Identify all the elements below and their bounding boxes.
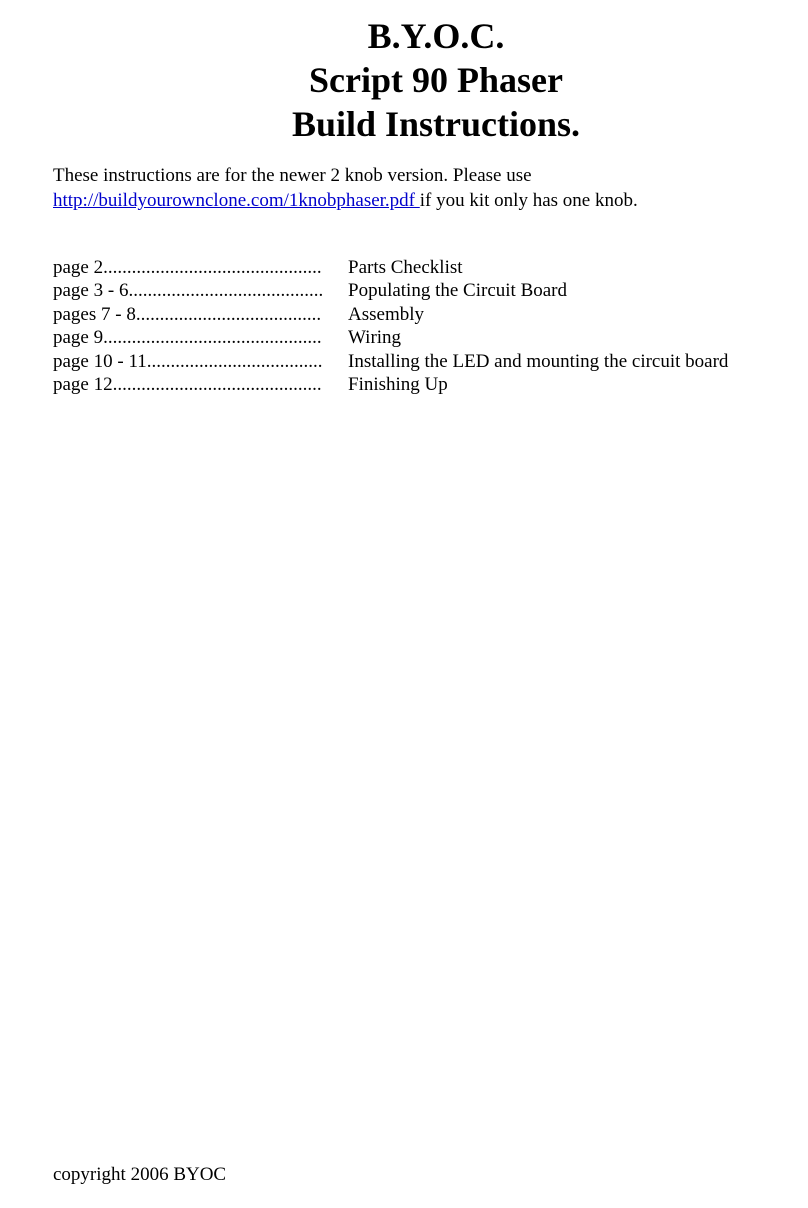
toc-page-ref: pages 7 - 8....................................... bbox=[53, 303, 322, 325]
intro-paragraph bbox=[53, 163, 793, 213]
title-line-product: Script 90 Phaser bbox=[309, 60, 563, 100]
table-of-contents bbox=[53, 256, 793, 396]
intro-text: These instructions are for the newer 2 knob version. Please use bbox=[53, 165, 532, 186]
toc-section-title: Wiring bbox=[348, 327, 402, 349]
intro-text-continued: if you kit only has one knob. bbox=[419, 190, 638, 211]
toc-section-title: Assembly bbox=[348, 303, 424, 325]
toc-page-ref: page 3 - 6......................................... bbox=[53, 280, 324, 302]
toc-page-ref: page 10 - 11..................................... bbox=[53, 350, 323, 372]
title-line-brand: B.Y.O.C. bbox=[367, 16, 505, 56]
toc-row bbox=[53, 303, 793, 326]
toc-row bbox=[53, 373, 793, 396]
toc-page-ref: page 12............................................ bbox=[53, 374, 322, 396]
one-knob-pdf-link[interactable]: http://buildyourownclone.com/1knobphaser.pdf bbox=[53, 190, 420, 211]
toc-section-title: Installing the LED and mounting the circuit board bbox=[348, 350, 729, 372]
copyright-footer: copyright 2006 BYOC bbox=[53, 1164, 227, 1185]
toc-section-title: Finishing Up bbox=[348, 374, 448, 396]
document-title bbox=[0, 14, 808, 146]
toc-section-title: Populating the Circuit Board bbox=[348, 280, 568, 302]
toc-page-ref: page 2.............................................. bbox=[53, 257, 322, 278]
title-line-subtitle: Build Instructions. bbox=[291, 104, 581, 144]
toc-page-ref: page 9.............................................. bbox=[53, 327, 322, 349]
toc-section-title: Parts Checklist bbox=[348, 257, 463, 278]
toc-row bbox=[53, 350, 793, 373]
toc-row bbox=[53, 256, 793, 279]
toc-row bbox=[53, 279, 793, 302]
toc-row bbox=[53, 326, 793, 349]
